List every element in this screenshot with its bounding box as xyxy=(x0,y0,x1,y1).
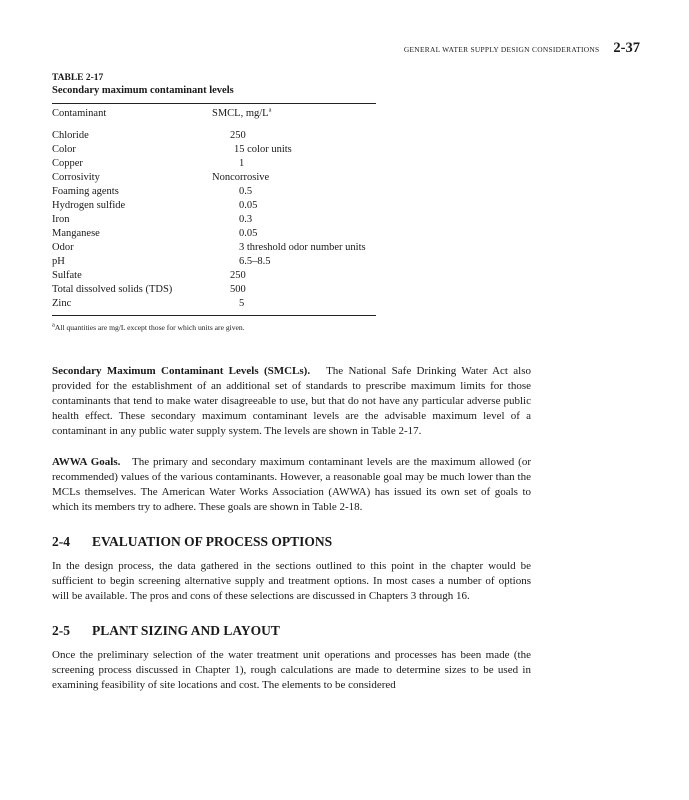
table-row xyxy=(52,227,376,241)
table-body xyxy=(52,125,376,315)
contaminant-cell: Total dissolved solids (TDS) xyxy=(52,284,173,295)
section-title: PLANT SIZING AND LAYOUT xyxy=(92,623,280,638)
section-title: EVALUATION OF PROCESS OPTIONS xyxy=(92,534,333,549)
table-row xyxy=(52,199,376,213)
running-head xyxy=(52,40,640,57)
table-row xyxy=(52,171,376,185)
paragraph-text: The National Safe Drinking Water Act also provided for the establishment of an additional set of standards to prescribe maximum limits for those contaminants that tend to make water disagreeable to use, but that do not have any particular adverse public health effect. These secondary maximum contaminant levels are the advisable maximum level of a contaminant in any public water supply system. The levels are shown in Table 2-17. xyxy=(52,365,532,437)
contaminant-cell: Iron xyxy=(52,214,70,225)
table-row xyxy=(52,241,376,255)
section-number: 2-4 xyxy=(52,534,70,549)
smcl-value-cell: 3 threshold odor number units xyxy=(239,242,366,253)
table-row xyxy=(52,125,376,143)
table-row xyxy=(52,213,376,227)
table-label: TABLE 2-17 xyxy=(52,73,104,83)
contaminant-cell: Odor xyxy=(52,242,74,253)
table-row xyxy=(52,157,376,171)
section-heading-2-4 xyxy=(52,534,531,550)
runin-heading: AWWA Goals. xyxy=(52,456,121,468)
smcl-value-cell: 250 xyxy=(230,270,246,281)
contaminant-cell: Zinc xyxy=(52,298,72,309)
table-header-row xyxy=(52,104,376,125)
footnote-text: All quantities are mg/L except those for which units are given. xyxy=(54,323,245,332)
smcl-value-cell: 250 xyxy=(230,130,246,141)
contaminant-cell: Chloride xyxy=(52,130,89,141)
table-row xyxy=(52,283,376,297)
smcl-value-cell: Noncorrosive xyxy=(212,172,270,183)
column-header-smcl xyxy=(212,104,376,125)
contaminant-cell: Sulfate xyxy=(52,270,82,281)
column-header-smcl-text: SMCL, mg/L xyxy=(212,108,269,119)
contaminant-cell: Hydrogen sulfide xyxy=(52,200,126,211)
paragraph-text: The primary and secondary maximum contaminant levels are the maximum allowed (or recommended) values of the various contaminants. However, a reasonable goal may be much lower than the MCLs themselves. The American Water Works Association (AWWA) has issued its own set of goals to which its members try to adhere. These goals are shown in Table 2-18. xyxy=(52,456,531,513)
table-row xyxy=(52,297,376,315)
table-row xyxy=(52,185,376,199)
section-2-4-text: In the design process, the data gathered in the sections outlined to this point in the chapter would be sufficient to begin screening alternative supply and treatment options. In most cases a number of options will be available. The pros and cons of these selections are discussed in Chapters 3 through 16. xyxy=(52,560,531,602)
contaminant-cell: Manganese xyxy=(52,228,100,239)
paragraph-awwa-goals xyxy=(52,455,531,515)
page-number: 2-37 xyxy=(613,40,640,56)
table-caption: Secondary maximum contaminant levels xyxy=(52,85,234,96)
contaminant-cell: Foaming agents xyxy=(52,186,119,197)
contaminant-cell: Color xyxy=(52,144,76,155)
smcl-table xyxy=(52,104,376,315)
smcl-value-cell: 0.05 xyxy=(239,200,258,211)
smcl-value-cell: 500 xyxy=(230,284,246,295)
runin-heading: Secondary Maximum Contaminant Levels (SMCLs). xyxy=(52,365,311,377)
footnote-marker: a xyxy=(52,321,55,329)
paragraph-smcls xyxy=(52,364,531,439)
smcl-value-cell: 6.5–8.5 xyxy=(239,256,271,267)
section-heading-2-5 xyxy=(52,623,531,639)
smcl-value-cell: 0.3 xyxy=(239,214,253,225)
table-row xyxy=(52,269,376,283)
table-row xyxy=(52,143,376,157)
section-number: 2-5 xyxy=(52,623,70,638)
contaminant-cell: Corrosivity xyxy=(52,172,100,183)
column-header-footnote-marker: a xyxy=(268,106,272,114)
table-2-17 xyxy=(52,73,376,332)
table-footnote xyxy=(52,323,376,332)
body-text xyxy=(52,364,531,709)
smcl-value-cell: 1 xyxy=(239,158,245,169)
column-header-contaminant: Contaminant xyxy=(52,108,107,119)
table-row xyxy=(52,255,376,269)
contaminant-cell: pH xyxy=(52,256,65,267)
running-head-title: GENERAL WATER SUPPLY DESIGN CONSIDERATIONS xyxy=(403,45,600,54)
contaminant-cell: Copper xyxy=(52,158,83,169)
smcl-value-cell: 0.5 xyxy=(239,186,253,197)
smcl-value-cell: 5 xyxy=(239,298,245,309)
table-bottom-rule xyxy=(52,315,376,316)
smcl-value-cell: 0.05 xyxy=(239,228,258,239)
smcl-value-cell: 15 color units xyxy=(234,144,292,155)
section-2-5-text: Once the preliminary selection of the water treatment unit operations and processes has been made (the screening process discussed in Chapter 1), rough calculations are made to determine sizes to be used in examining feasibility of site locations and cost. The elements to be considered xyxy=(52,649,531,691)
